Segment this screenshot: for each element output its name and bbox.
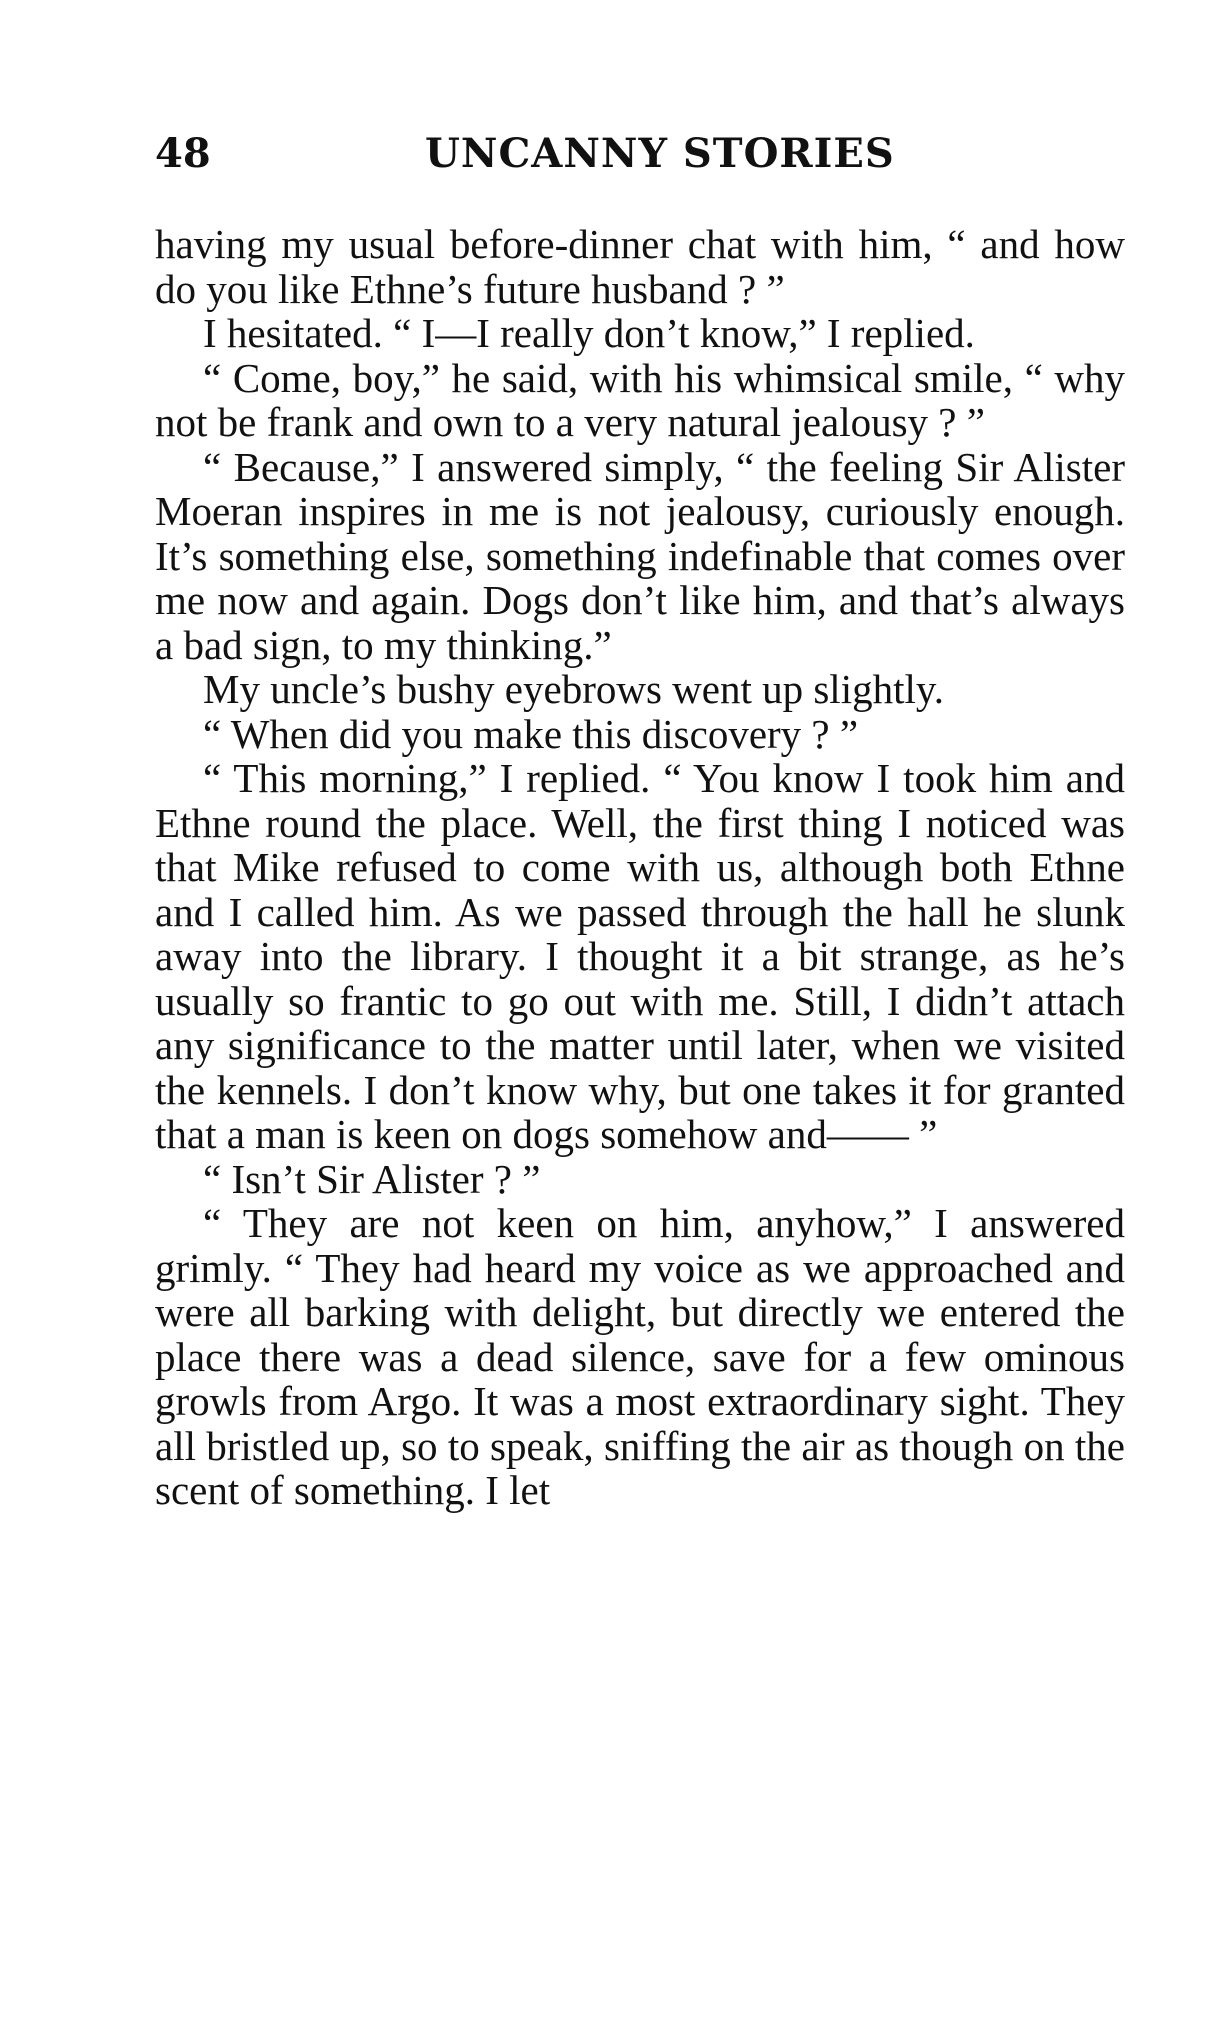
paragraph: “ Come, boy,” he said, with his whimsical smile, “ why not be frank and own to a very natural jealousy ? ” (155, 354, 1125, 445)
paragraph: “ They are not keen on him, anyhow,” I answered grimly. “ They had heard my voice as we approached and were all barking with delight, but directly we entered the place there was a dead silence, save for a few ominous growls from Argo. It was a most extraordinary sight. They all bristled up, so to speak, sniffing the air as though on the scent of something. I let (155, 1200, 1125, 1513)
paragraph: “ This morning,” I replied. “ You know I took him and Ethne round the place. Well, the first thing I noticed was that Mike refused to come with us, although both Ethne and I called him. As we passed through the hall he slunk away into the library. I thought it a bit strange, as he’s usually so frantic to go out with me. Still, I didn’t attach any significance to the matter until later, when we visited the kennels. I don’t know why, but one takes it for granted that a man is keen on dogs somehow and—— ” (155, 755, 1125, 1157)
paragraph: “ Isn’t Sir Alister ? ” (203, 1155, 541, 1202)
paragraph: “ When did you make this discovery ? ” (203, 710, 859, 757)
paragraph: “ Because,” I answered simply, “ the feeling Sir Alister Moeran inspires in me is not jealousy, curiously enough. It’s something else, something indefinable that comes over me now and again. Dogs don’t like him, and that’s always a bad sign, to my thinking.” (155, 443, 1125, 668)
running-title: UNCANNY STORIES (425, 130, 895, 177)
paragraph: I hesitated. “ I—I really don’t know,” I replied. (203, 310, 975, 356)
paragraph: My uncle’s bushy eyebrows went up slightly. (203, 666, 944, 712)
page-number: 48 (155, 130, 211, 177)
paragraph-continued: having my usual before-dinner chat with him, “ and how do you like Ethne’s future husband ? ” (155, 221, 1125, 312)
page-header (155, 130, 1125, 190)
body-text (155, 222, 1125, 1513)
